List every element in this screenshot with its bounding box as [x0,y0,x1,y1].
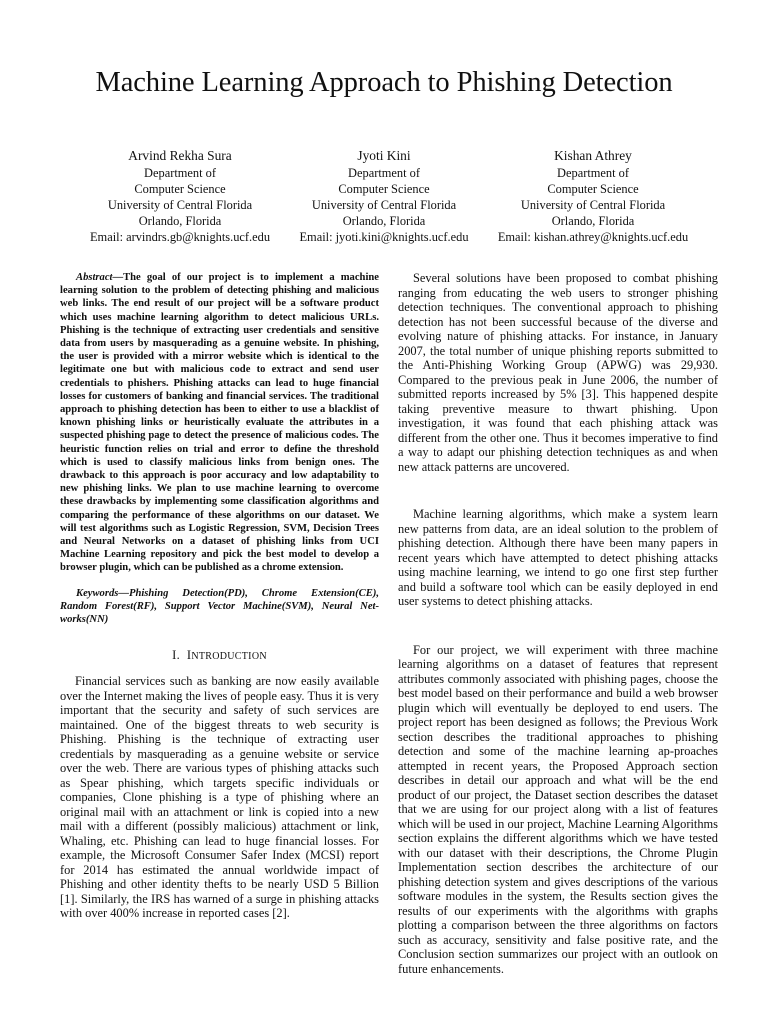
author-department: Department of [144,166,216,180]
author-city: Orlando, Florida [551,214,635,228]
paragraph-machine-learning: Machine learning algorithms, which make a system learn new patterns from data, are an ideal solution to the problem of phishing detection. Although there have been many papers in recent years which have attempted to detect phishing attacks using machine learning, we intend to go one first step further and build a software tool which can be easily deployed in end user systems to detect phishing attacks. [398,507,718,608]
author-university: University of Central Florida [520,198,666,212]
paragraph-solutions: Several solutions have been proposed to combat phishing ranging from educating the web users to stronger phishing detection techniques. The conventional approach to phishing detection has not been successful because of the diverse and evolving nature of phishing attacks. For instance, in January 2007, the total number of unique phishing reports submitted to the Anti-Phishing Working Group (APWG) was 29,930. Compared to the previous peak in June 2006, the number of submitted reports increased by 5% [3]. This happened despite taking preventive measure to thwart phishing. Upon investigation, it was found that each phishing attack was different from the other one. Thus it becomes imperative to find a way to adapt our phishing detection techniques as and when new attack patterns are uncovered. [398,271,718,474]
author-name: Kishan Athrey [554,148,632,163]
author-field: Computer Science [547,182,639,196]
section-heading [60,647,379,665]
author-field: Computer Science [134,182,226,196]
paragraph-project-outline: For our project, we will experiment with three machine learning algorithms on a dataset of features that represent attributes commonly associated with phishing pages, choose the best model based on their performance and build a web browser plugin which will eventually be deployed to end users. The project report has been designed as follows; the Previous Work section describes the traditional approaches to phishing detection and some of the machine learning ap-proaches attempted in recent years, the Proposed Approach section describes in detail our approach and what will be the end product of our project, the Dataset section describes the dataset that we are using for our project along with a list of features which will be used in our project, Machine Learning Algorithms section explains the different algorithms which we have tested with our dataset with their descriptions, the Chrome Plugin Implementation section describes the architecture of our phishing detection system and gives descriptions of the various software modules in the system, the Results section gives the results of our experiments with the algorithms with graphs plotting a comparison between the three algorithms on factors such as accuracy, sensitivity and false positive rate, and the Conclusion section summarizes our project with an outlook on future enhancements. [398,642,718,976]
section-title-rest: NTRODUCTION [191,651,267,663]
abstract-text: —The goal of our project is to implement a machine learning solution to the problem of detecting phishing and malicious web links. The end result of our project will be a software product which uses machine learning algorithm to detect malicious URLs. Phishing is the technique of extracting user credentials and sensitive data from users by masquerading as a genuine website. In phishing, the user is provided with a mirror website which is identical to the legitimate one but with malicious code to extract and send user credentials to phishers. Phishing attacks can lead to huge financial losses for customers of banking and financial services. The traditional approach to phishing detection has been to either to use a blacklist of known phishing links or heuristically evaluate the attributes in a suspected phishing page to detect the presence of malicious codes. The heuristic function relies on trial and error to define the threshold which is used to classify malicious links from benign ones. The drawback to this approach is poor accuracy and low adaptability to new phishing links. We plan to use machine learning to overcome these drawbacks by implementing some classification algorithms and comparing the performance of these algorithms on our dataset. We will test algorithms such as Logistic Regression, SVM, Decision Trees and Neural Networks on a dataset of phishing links from UCI Machine Learning repository and pick the best model to develop a browser plugin, which can be published as a chrome extension. [60,272,379,574]
author-email: Email: arvindrs.gb@knights.ucf.edu [89,230,271,244]
section-number: I. [172,648,181,663]
author-city: Orlando, Florida [342,214,426,228]
right-column [398,271,718,976]
author-department: Department of [348,166,420,180]
paper-title: Machine Learning Approach to Phishing Detection [95,67,673,98]
abstract-label: Abstract [76,272,113,283]
author-name: Arvind Rekha Sura [128,148,232,163]
author-name: Jyoti Kini [357,148,411,163]
keywords: Keywords—Phishing Detection(PD), Chrome Extension(CE), Random Forest(RF), Support Vector Machine(SVM), Neural Net-works(NN) [60,587,379,626]
author-university: University of Central Florida [107,198,253,212]
author-field: Computer Science [338,182,430,196]
author-email: Email: jyoti.kini@knights.ucf.edu [299,230,469,244]
author-email: Email: kishan.athrey@knights.ucf.edu [497,230,689,244]
paragraph-intro: Financial services such as banking are now easily available over the Internet making the lives of people easy. Thus it is very important that the security and safety of such services are maintained. One of the biggest threats to web security is Phishing. Phishing is the technique of extracting user credentials by masquerading as a genuine website or service over the web. There are various types of phishing attacks such as Spear phishing, which targets specific individuals or companies, Clone phishing is a type of phishing where an original mail with an attachment or link is copied into a new mail with a different (possibly malicious) attachment or link, Whaling, etc. Phishing can lead to huge financial losses. For example, the Microsoft Consumer Safer Index (MCSI) report for 2014 has estimated the annual worldwide impact of Phishing and other identity thefts to be nearly USD 5 Billion [1]. Similarly, the IRS has warned of a surge in phishing attacks with over 400% increase in reported cases [2]. [60,674,379,921]
author-city: Orlando, Florida [138,214,222,228]
left-column [60,271,379,921]
section-title-initial: I [186,648,192,663]
author-block [463,147,723,245]
abstract [60,271,379,575]
author-university: University of Central Florida [311,198,457,212]
author-department: Department of [557,166,629,180]
